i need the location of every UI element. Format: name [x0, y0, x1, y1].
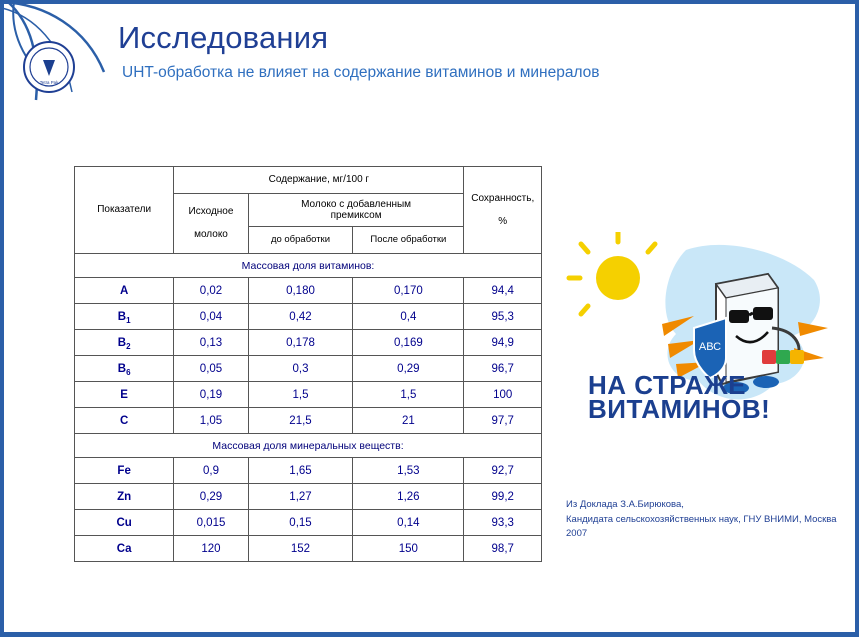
header-cell-raw-milk: Исходное молоко — [174, 194, 248, 254]
header-cell-content-group: Содержание, мг/100 г — [174, 167, 464, 194]
frame-border-top — [0, 0, 859, 4]
cell-retention: 95,3 — [464, 304, 542, 330]
table-row — [75, 382, 542, 408]
cell-after-processing: 0,29 — [353, 356, 464, 382]
cell-parameter: Cu — [75, 510, 174, 536]
table-section-label: Массовая доля витаминов: — [75, 254, 542, 278]
cell-retention: 96,7 — [464, 356, 542, 382]
cell-retention: 94,9 — [464, 330, 542, 356]
illustration-headline-line1: НА СТРАЖЕ — [588, 370, 746, 400]
table-section-row — [75, 254, 542, 278]
table-body — [75, 254, 542, 562]
cell-raw-milk: 0,05 — [174, 356, 248, 382]
header-cell-retention: Сохранность, % — [464, 167, 542, 254]
source-line-2: Кандидата сельскохозяйственных наук, ГНУ ВНИМИ, Москва 2007 — [566, 513, 837, 540]
cell-retention: 100 — [464, 382, 542, 408]
frame-border-bottom — [0, 632, 859, 637]
cell-retention: 93,3 — [464, 510, 542, 536]
cell-after-processing: 1,5 — [353, 382, 464, 408]
table-row — [75, 330, 542, 356]
cell-retention: 99,2 — [464, 484, 542, 510]
table-row — [75, 408, 542, 434]
cell-before-processing: 0,42 — [248, 304, 353, 330]
cell-parameter: $B_1$ — [75, 304, 174, 330]
cell-raw-milk: 0,02 — [174, 278, 248, 304]
table-section-label: Массовая доля минеральных веществ: — [75, 434, 542, 458]
data-table-container — [74, 166, 542, 562]
table-row — [75, 484, 542, 510]
cell-after-processing: 0,4 — [353, 304, 464, 330]
cell-raw-milk: 1,05 — [174, 408, 248, 434]
cell-before-processing: 0,178 — [248, 330, 353, 356]
cell-after-processing: 1,53 — [353, 458, 464, 484]
cell-raw-milk: 0,9 — [174, 458, 248, 484]
cell-before-processing: 0,3 — [248, 356, 353, 382]
cell-raw-milk: 0,29 — [174, 484, 248, 510]
table-section-row — [75, 434, 542, 458]
table-row — [75, 458, 542, 484]
cell-retention: 94,4 — [464, 278, 542, 304]
cell-before-processing: 21,5 — [248, 408, 353, 434]
page-title: Исследования — [118, 20, 329, 55]
cell-before-processing: 0,180 — [248, 278, 353, 304]
header-cell-parameters: Показатели — [75, 167, 174, 254]
cell-raw-milk: 0,015 — [174, 510, 248, 536]
frame-border-right — [855, 0, 859, 637]
illustration-headline-line2: ВИТАМИНОВ! — [588, 394, 771, 424]
cell-parameter: E — [75, 382, 174, 408]
cell-after-processing: 150 — [353, 536, 464, 562]
cell-after-processing: 1,26 — [353, 484, 464, 510]
page-subtitle: UHT-обработка не влияет на содержание витаминов и минералов — [122, 64, 600, 81]
cell-after-processing: 0,170 — [353, 278, 464, 304]
cell-raw-milk: 120 — [174, 536, 248, 562]
table-row — [75, 278, 542, 304]
cell-retention: 98,7 — [464, 536, 542, 562]
source-line-1: Из Доклада З.А.Бирюкова, — [566, 499, 684, 510]
table-row — [75, 536, 542, 562]
cell-before-processing: 0,15 — [248, 510, 353, 536]
cell-before-processing: 1,65 — [248, 458, 353, 484]
table-header-row-1 — [75, 167, 542, 194]
header-cell-premix-group: Молоко с добавленным премиксом — [248, 194, 464, 227]
cell-after-processing: 21 — [353, 408, 464, 434]
vitamin-mineral-table — [74, 166, 542, 562]
header-cell-after: После обработки — [353, 227, 464, 254]
cell-after-processing: 0,169 — [353, 330, 464, 356]
cell-parameter: A — [75, 278, 174, 304]
cell-parameter: $B_2$ — [75, 330, 174, 356]
cell-parameter: $B_6$ — [75, 356, 174, 382]
table-row — [75, 510, 542, 536]
cell-parameter: C — [75, 408, 174, 434]
cell-raw-milk: 0,19 — [174, 382, 248, 408]
cell-after-processing: 0,14 — [353, 510, 464, 536]
cell-parameter: Ca — [75, 536, 174, 562]
cell-retention: 92,7 — [464, 458, 542, 484]
header-cell-before: до обработки — [248, 227, 353, 254]
cell-parameter: Zn — [75, 484, 174, 510]
cell-raw-milk: 0,13 — [174, 330, 248, 356]
cell-raw-milk: 0,04 — [174, 304, 248, 330]
cell-retention: 97,7 — [464, 408, 542, 434]
cell-before-processing: 1,5 — [248, 382, 353, 408]
cell-before-processing: 1,27 — [248, 484, 353, 510]
cell-parameter: Fe — [75, 458, 174, 484]
svg-text:АВС: АВС — [698, 341, 722, 353]
cell-before-processing: 152 — [248, 536, 353, 562]
table-row — [75, 304, 542, 330]
tetra-pak-logo — [22, 40, 76, 94]
table-row — [75, 356, 542, 382]
source-citation — [566, 498, 841, 542]
svg-text:Tetra Pak: Tetra Pak — [39, 80, 59, 85]
